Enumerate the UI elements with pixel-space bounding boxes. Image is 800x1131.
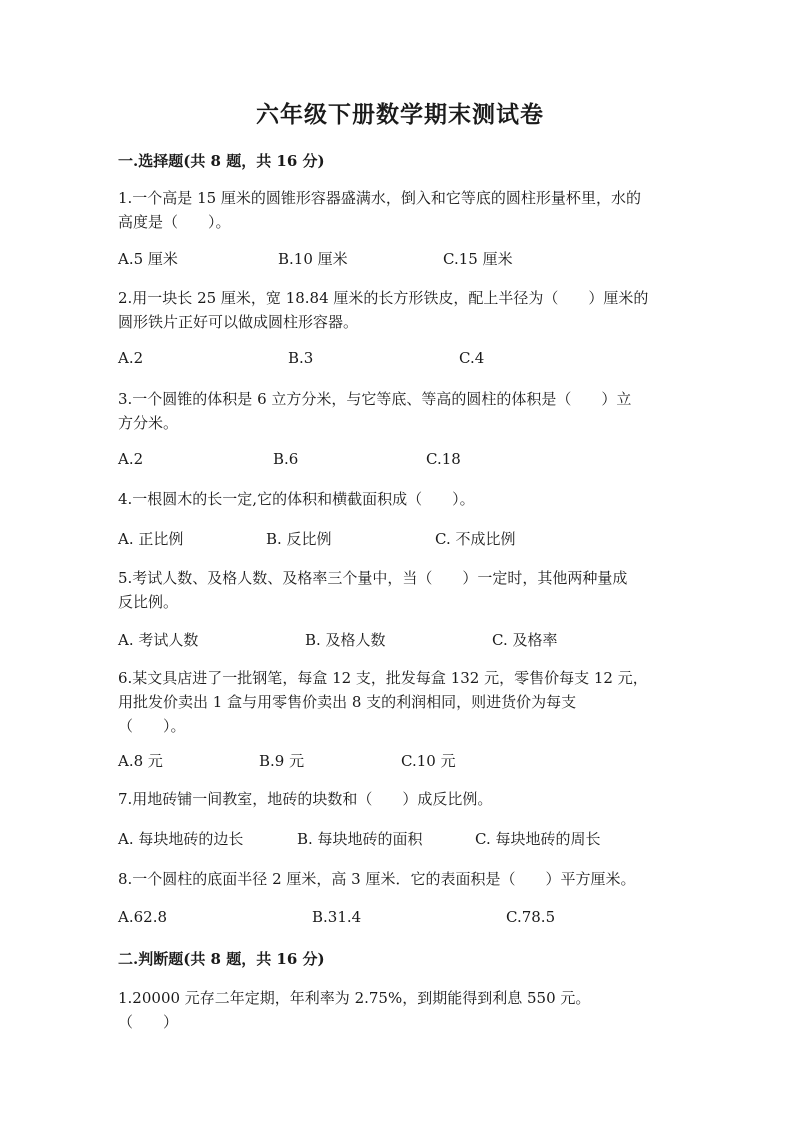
- option-b: B.9 元: [259, 752, 305, 770]
- option-c: C.15 厘米: [443, 250, 513, 268]
- option-c: C.4: [459, 349, 485, 367]
- options-1: [118, 248, 718, 270]
- options-6: [118, 750, 718, 772]
- option-a: A.2: [118, 450, 144, 468]
- page-title: 六年级下册数学期末测试卷: [256, 101, 544, 128]
- option-b: B.3: [288, 349, 314, 367]
- section-heading-judgment: 二.判断题(共 8 题，共 16 分): [118, 950, 325, 968]
- question-line: 1.一个高是 15 厘米的圆锥形容器盛满水，倒入和它等底的圆柱形量杯里，水的: [118, 189, 641, 207]
- option-c: C. 每块地砖的周长: [475, 830, 601, 848]
- option-a: A.2: [118, 349, 144, 367]
- question-2: [118, 286, 684, 334]
- question-line: 3.一个圆锥的体积是 6 立方分米，与它等底、等高的圆柱的体积是（ ）立: [118, 390, 632, 408]
- option-a: A. 考试人数: [118, 631, 199, 649]
- question-1: [118, 186, 684, 234]
- question-line: 6.某文具店进了一批钢笔，每盒 12 支，批发每盒 132 元，零售价每支 12 元，: [118, 669, 648, 687]
- question-6: [118, 666, 684, 738]
- question-line: 8.一个圆柱的底面半径 2 厘米，高 3 厘米．它的表面积是（ ）平方厘米。: [118, 870, 636, 888]
- question-8: [118, 867, 718, 891]
- question-7: [118, 787, 684, 811]
- options-4: [118, 528, 718, 550]
- options-3: [118, 450, 718, 472]
- options-2: [118, 349, 718, 371]
- option-b: B.10 厘米: [278, 250, 348, 268]
- option-c: C.78.5: [506, 908, 556, 926]
- option-b: B.6: [273, 450, 299, 468]
- options-8: [118, 908, 718, 930]
- question-line: 4.一根圆木的长一定,它的体积和横截面积成（ ）。: [118, 490, 475, 508]
- question-line: 圆形铁片正好可以做成圆柱形容器。: [118, 313, 359, 331]
- options-5: [118, 629, 718, 651]
- question-line: 高度是（ ）。: [118, 213, 231, 231]
- question-line: 反比例。: [118, 593, 179, 611]
- question-line: （ ）: [118, 1013, 179, 1031]
- option-b: B. 反比例: [266, 530, 332, 548]
- question-line: 方分米。: [118, 414, 179, 432]
- question-line: 2.用一块长 25 厘米，宽 18.84 厘米的长方形铁皮，配上半径为（ ）厘米的: [118, 289, 649, 307]
- judgment-question-1: [118, 986, 684, 1034]
- option-c: C.18: [426, 450, 461, 468]
- option-c: C. 及格率: [492, 631, 558, 649]
- option-c: C.10 元: [401, 752, 456, 770]
- option-a: A. 每块地砖的边长: [118, 830, 244, 848]
- question-4: [118, 487, 684, 511]
- option-b: B. 及格人数: [305, 631, 386, 649]
- question-line: 用批发价卖出 1 盒与用零售价卖出 8 支的利润相同，则进货价为每支: [118, 693, 577, 711]
- question-5: [118, 566, 684, 614]
- option-a: A.5 厘米: [118, 250, 178, 268]
- options-7: [118, 828, 718, 850]
- option-a: A. 正比例: [118, 530, 184, 548]
- section-heading-choice: 一.选择题(共 8 题，共 16 分): [118, 152, 325, 170]
- option-b: B. 每块地砖的面积: [297, 830, 423, 848]
- question-3: [118, 387, 684, 435]
- option-b: B.31.4: [312, 908, 362, 926]
- question-line: 1.20000 元存二年定期，年利率为 2.75%，到期能得到利息 550 元。: [118, 989, 591, 1007]
- option-c: C. 不成比例: [435, 530, 516, 548]
- question-line: 5.考试人数、及格人数、及格率三个量中，当（ ）一定时，其他两种量成: [118, 569, 628, 587]
- option-a: A.62.8: [118, 908, 167, 926]
- question-line: 7.用地砖铺一间教室，地砖的块数和（ ）成反比例。: [118, 790, 493, 808]
- question-line: （ ）。: [118, 717, 186, 735]
- option-a: A.8 元: [118, 752, 163, 770]
